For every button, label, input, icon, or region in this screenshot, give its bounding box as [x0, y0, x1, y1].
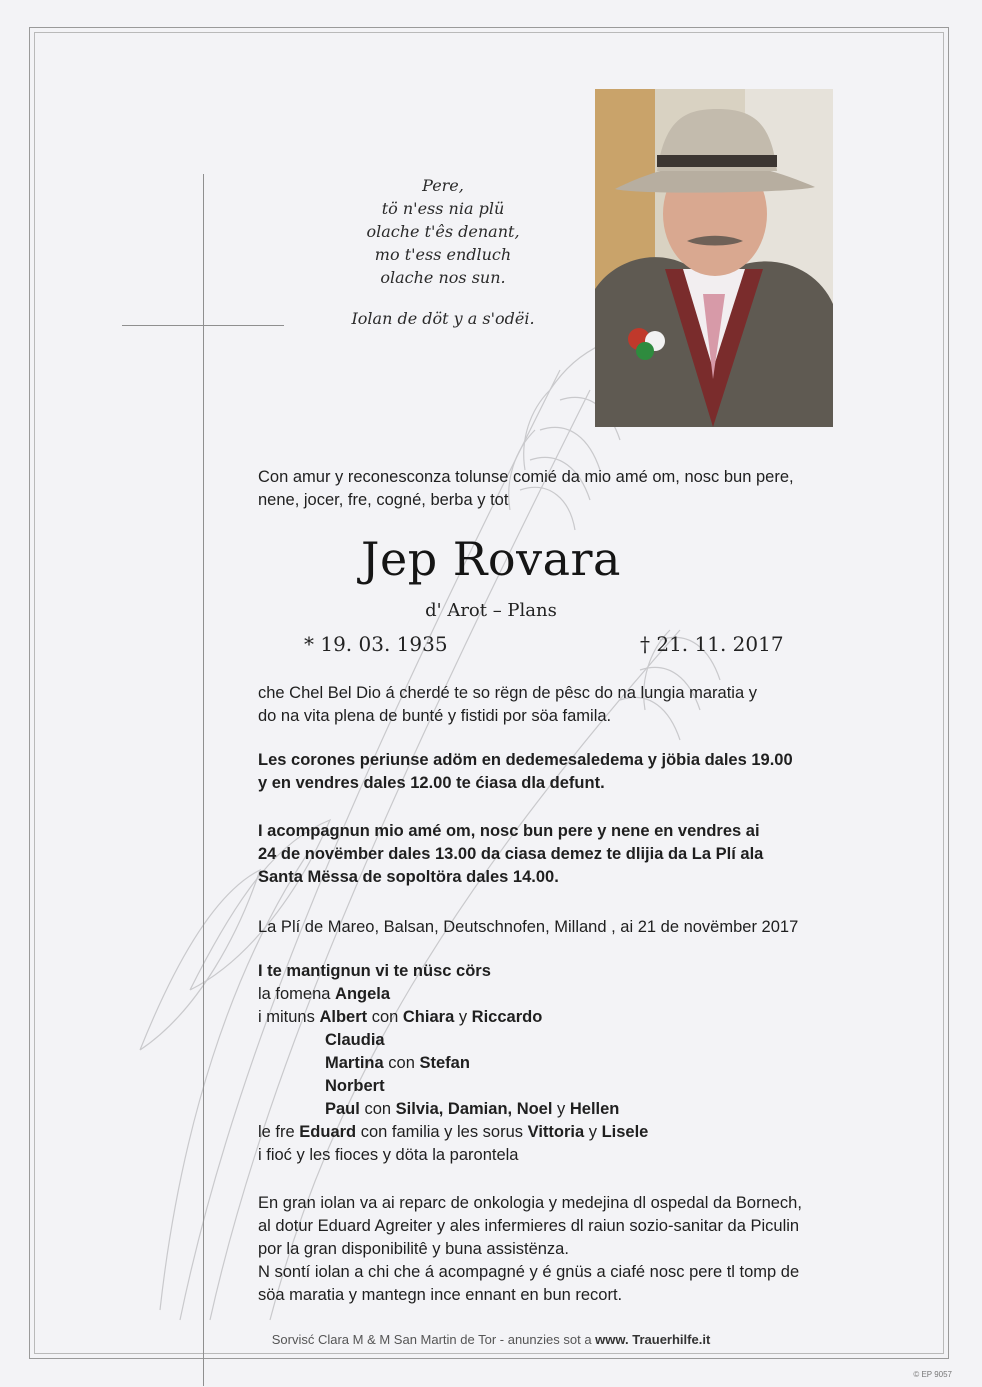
- cross-vertical: [203, 174, 204, 1386]
- death-line: do na vita plena de bunté y fistidi por söa famila.: [258, 707, 612, 725]
- verse-line: olache nos sun.: [380, 268, 506, 287]
- mourner-line: Claudia: [325, 1031, 385, 1049]
- intro-line: nene, jocer, fre, cogné, berba y tot: [258, 491, 509, 509]
- gratitude-line: al dotur Eduard Agreiter y ales infermieres dl raiun sozio-sanitar da Piculin: [258, 1217, 800, 1235]
- cross-horizontal: [122, 325, 284, 326]
- gratitude-text: [258, 1192, 802, 1307]
- funeral-line: I acompagnun mio amé om, nosc bun pere y nene en vendres ai: [258, 822, 760, 840]
- intro-text: [258, 466, 794, 512]
- rosary-text: [258, 749, 793, 795]
- funeral-text: [258, 820, 763, 889]
- rosary-line: y en vendres dales 12.00 te ćiasa dla defunt.: [258, 774, 605, 792]
- mourner-line: i fioć y les fioces y döta la parontela: [258, 1146, 519, 1164]
- mourner-line: Paul con Silvia, Damian, Noel y Hellen: [325, 1100, 620, 1118]
- memorial-verse: [318, 174, 568, 330]
- gratitude-line: N sontí iolan a chi che á acompagné y é gnüs a ciafé nosc pere tl tomp de: [258, 1263, 800, 1281]
- deceased-name: Jep Rovara: [361, 532, 621, 586]
- death-text: [258, 682, 757, 728]
- mourner-line: Norbert: [325, 1077, 385, 1095]
- rosary-line: Les corones periunse adöm en dedemesaledema y jöbia dales 19.00: [258, 751, 793, 769]
- verse-thanks: Iolan de döt y a s'odëi.: [351, 309, 535, 328]
- mourner-line: Martina con Stefan: [325, 1054, 470, 1072]
- footer-credit: Sorvisć Clara M & M San Martin de Tor - anunzies sot a www. Trauerhilfe.it: [271, 1332, 711, 1347]
- verse-line: tö n'ess nia plü: [381, 199, 505, 218]
- death-date: † 21. 11. 2017: [640, 632, 784, 656]
- verse-line: olache t'ês denant,: [366, 222, 520, 241]
- mourner-line: le fre Eduard con familia y les sorus Vittoria y Lisele: [258, 1123, 649, 1141]
- gratitude-line: söa maratia y mantegn ince ennant en bun recort.: [258, 1286, 623, 1304]
- funeral-line: Santa Mëssa de sopoltöra dales 14.00.: [258, 868, 559, 886]
- portrait-photo: [595, 89, 833, 427]
- birth-date: * 19. 03. 1935: [304, 632, 448, 656]
- place-date: La Plí de Mareo, Balsan, Deutschnofen, Milland , ai 21 de novëmber 2017: [258, 918, 799, 936]
- gratitude-line: por la gran disponibilitê y buna assistënza.: [258, 1240, 569, 1258]
- footer-website[interactable]: www. Trauerhilfe.it: [595, 1332, 711, 1347]
- document-code: © EP 9057: [913, 1370, 952, 1379]
- intro-line: Con amur y reconesconza tolunse comié da mio amé om, nosc bun pere,: [258, 468, 794, 486]
- mourners-heading: I te mantignun vi te nüsc cörs: [258, 962, 491, 980]
- death-line: che Chel Bel Dio á cherdé te so rëgn de pêsc do na lungia maratia y: [258, 684, 757, 702]
- deceased-origin: d' Arot – Plans: [425, 600, 557, 621]
- gratitude-line: En gran iolan va ai reparc de onkologia y medejina dl ospedal da Bornech,: [258, 1194, 802, 1212]
- funeral-line: 24 de novëmber dales 13.00 da ciasa demez te dlijia da La Plí ala: [258, 845, 764, 863]
- verse-line: Pere,: [422, 176, 464, 195]
- mourner-line: i mituns Albert con Chiara y Riccardo: [258, 1008, 543, 1026]
- verse-line: mo t'ess endluch: [374, 245, 512, 264]
- mourner-line: la fomena Angela: [258, 985, 391, 1003]
- mourners-list: [258, 960, 648, 1167]
